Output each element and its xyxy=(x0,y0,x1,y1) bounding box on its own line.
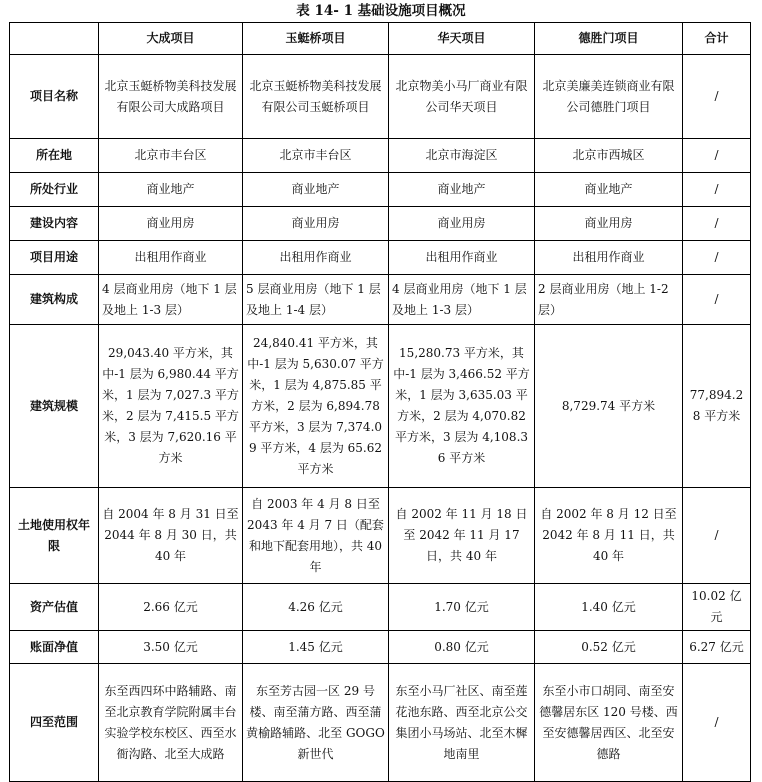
table-cell: / xyxy=(683,241,751,275)
table-cell: 自 2002 年 11 月 18 日至 2042 年 11 月 17 日，共 40 年 xyxy=(389,488,535,584)
table-cell: 北京市丰台区 xyxy=(243,139,389,173)
header-huatian: 华天项目 xyxy=(389,23,535,55)
table-cell: 商业地产 xyxy=(99,173,243,207)
table-cell: 北京物美小马厂商业有限公司华天项目 xyxy=(389,55,535,139)
header-deshengmen: 德胜门项目 xyxy=(535,23,683,55)
table-row xyxy=(10,173,751,207)
table-cell: 5 层商业用房（地下 1 层及地上 1-4 层） xyxy=(243,275,389,325)
table-cell: 3.50 亿元 xyxy=(99,631,243,664)
table-cell: 24,840.41 平方米，其中-1 层为 5,630.07 平方米，1 层为 4,875.85 平方米，2 层为 6,894.78 平方米，3 层为 7,374.09 平方米，4 层为 65.62 平方米 xyxy=(243,325,389,488)
table-cell: 商业地产 xyxy=(243,173,389,207)
table-cell: / xyxy=(683,139,751,173)
table-cell: 4 层商业用房（地下 1 层及地上 1-3 层） xyxy=(389,275,535,325)
row-label: 建设内容 xyxy=(10,207,99,241)
table-cell: 商业用房 xyxy=(99,207,243,241)
row-label: 建筑规模 xyxy=(10,325,99,488)
table-row xyxy=(10,275,751,325)
table-cell: 1.70 亿元 xyxy=(389,584,535,631)
row-label: 项目用途 xyxy=(10,241,99,275)
table-cell: 自 2002 年 8 月 12 日至 2042 年 8 月 11 日，共 40 年 xyxy=(535,488,683,584)
table-cell: / xyxy=(683,207,751,241)
table-cell: 北京市丰台区 xyxy=(99,139,243,173)
table-caption: 表 14- 1 基础设施项目概况 xyxy=(296,3,466,19)
table-cell: / xyxy=(683,173,751,207)
header-yutingqiao: 玉蜓桥项目 xyxy=(243,23,389,55)
row-label: 账面净值 xyxy=(10,631,99,664)
row-label: 资产估值 xyxy=(10,584,99,631)
table-cell: 出租用作商业 xyxy=(243,241,389,275)
table-cell: 77,894.28 平方米 xyxy=(683,325,751,488)
row-label: 建筑构成 xyxy=(10,275,99,325)
table-cell: 4 层商业用房（地下 1 层及地上 1-3 层） xyxy=(99,275,243,325)
table-cell: 商业用房 xyxy=(243,207,389,241)
table-row xyxy=(10,664,751,782)
row-label: 所处行业 xyxy=(10,173,99,207)
table-row xyxy=(10,139,751,173)
table-cell: 出租用作商业 xyxy=(535,241,683,275)
table-cell: 29,043.40 平方米，其中-1 层为 6,980.44 平方米，1 层为 7,027.3 平方米，2 层为 7,415.5 平方米，3 层为 7,620.16 平方米 xyxy=(99,325,243,488)
table-cell: 北京市西城区 xyxy=(535,139,683,173)
table-row xyxy=(10,241,751,275)
table-cell: 东至芳古园一区 29 号楼、南至蒲方路、西至蒲黄榆路辅路、北至 GOGO 新世代 xyxy=(243,664,389,782)
table-row xyxy=(10,584,751,631)
table-cell: 出租用作商业 xyxy=(389,241,535,275)
table-cell: / xyxy=(683,55,751,139)
table-cell: 北京美廉美连锁商业有限公司德胜门项目 xyxy=(535,55,683,139)
table-cell: 2.66 亿元 xyxy=(99,584,243,631)
table-cell: / xyxy=(683,275,751,325)
table-row xyxy=(10,207,751,241)
table-row xyxy=(10,325,751,488)
table-cell: 出租用作商业 xyxy=(99,241,243,275)
table-cell: 东至小市口胡同、南至安德馨居东区 120 号楼、西至安德馨居西区、北至安德路 xyxy=(535,664,683,782)
table-cell: 1.45 亿元 xyxy=(243,631,389,664)
row-label: 项目名称 xyxy=(10,55,99,139)
table-cell: / xyxy=(683,664,751,782)
table-cell: 4.26 亿元 xyxy=(243,584,389,631)
table-cell: 北京市海淀区 xyxy=(389,139,535,173)
table-cell: 自 2004 年 8 月 31 日至 2044 年 8 月 30 日，共 40 年 xyxy=(99,488,243,584)
infrastructure-table xyxy=(9,22,751,782)
table-cell: / xyxy=(683,488,751,584)
table-cell: 6.27 亿元 xyxy=(683,631,751,664)
table-cell: 自 2003 年 4 月 8 日至 2043 年 4 月 7 日（配套和地下配套用地），共 40 年 xyxy=(243,488,389,584)
header-dacheng: 大成项目 xyxy=(99,23,243,55)
row-label: 四至范围 xyxy=(10,664,99,782)
table-cell: 10.02 亿元 xyxy=(683,584,751,631)
header-row xyxy=(10,23,751,55)
table-cell: 1.40 亿元 xyxy=(535,584,683,631)
table-cell: 15,280.73 平方米，其中-1 层为 3,466.52 平方米，1 层为 3,635.03 平方米，2 层为 4,070.82 平方米，3 层为 4,108.36 平方米 xyxy=(389,325,535,488)
table-cell: 商业地产 xyxy=(535,173,683,207)
table-cell: 0.52 亿元 xyxy=(535,631,683,664)
table-cell: 8,729.74 平方米 xyxy=(535,325,683,488)
table-cell: 0.80 亿元 xyxy=(389,631,535,664)
table-row xyxy=(10,631,751,664)
table-row xyxy=(10,55,751,139)
header-total: 合计 xyxy=(683,23,751,55)
table-cell: 商业用房 xyxy=(535,207,683,241)
table-cell: 北京玉蜓桥物美科技发展有限公司玉蜓桥项目 xyxy=(243,55,389,139)
table-cell: 商业用房 xyxy=(389,207,535,241)
row-label: 土地使用权年限 xyxy=(10,488,99,584)
row-label: 所在地 xyxy=(10,139,99,173)
table-cell: 2 层商业用房（地上 1-2 层） xyxy=(535,275,683,325)
table-row xyxy=(10,488,751,584)
table-cell: 北京玉蜓桥物美科技发展有限公司大成路项目 xyxy=(99,55,243,139)
header-cell-blank xyxy=(10,23,99,55)
table-cell: 东至小马厂社区、南至莲花池东路、西至北京公交集团小马场站、北至木樨地南里 xyxy=(389,664,535,782)
table-cell: 商业地产 xyxy=(389,173,535,207)
table-cell: 东至西四环中路辅路、南至北京教育学院附属丰台实验学校东校区、西至水衙沟路、北至大成路 xyxy=(99,664,243,782)
